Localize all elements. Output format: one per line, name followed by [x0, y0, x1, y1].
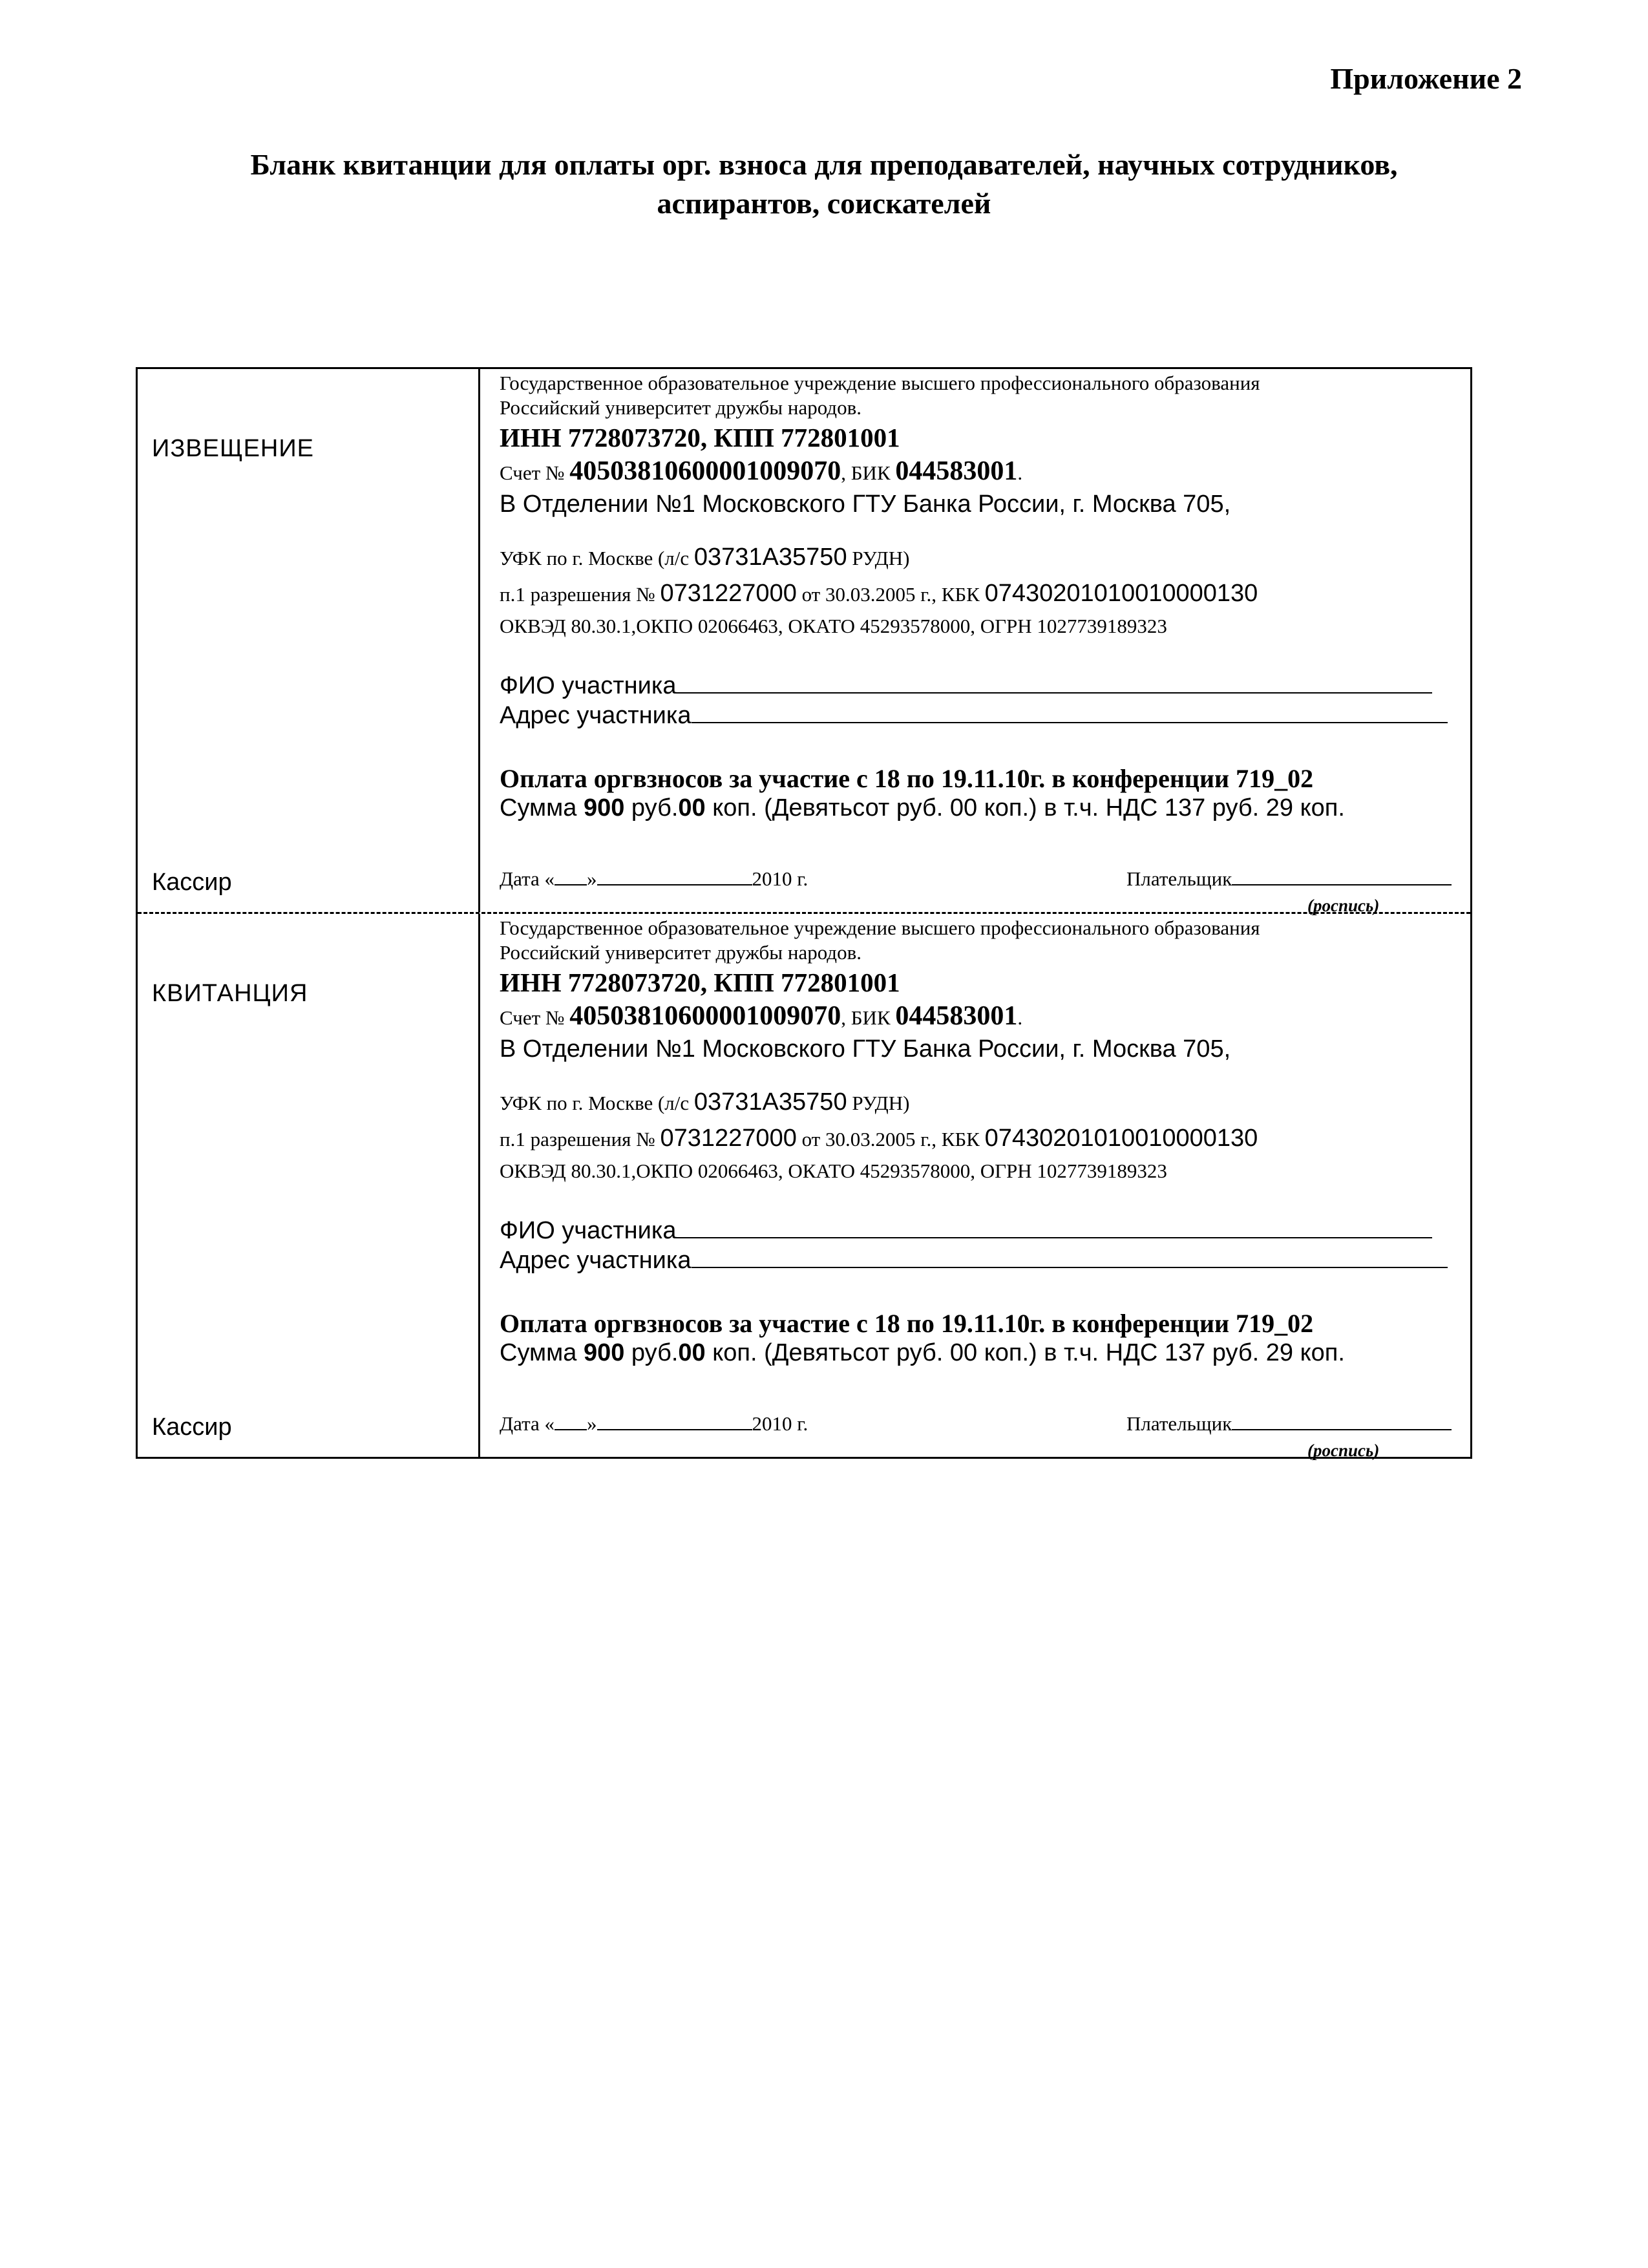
- ufk-end: РУДН): [847, 547, 910, 569]
- receipt-section: [138, 912, 1470, 1460]
- permit-number: 0731227000: [660, 580, 797, 607]
- account-label: Счет №: [500, 461, 570, 484]
- permit-number: 0731227000: [660, 1125, 797, 1152]
- cashier-label: Кассир: [152, 869, 232, 896]
- kbk-number: 07430201010010000130: [984, 580, 1258, 607]
- sum-kop: 00: [678, 794, 706, 821]
- address-label: Адрес участника: [500, 1247, 692, 1274]
- bik-label: , БИК: [841, 1006, 896, 1029]
- sum-rub: 900: [583, 794, 625, 821]
- sum-label: Сумма: [500, 1339, 584, 1366]
- address-label: Адрес участника: [500, 702, 692, 729]
- address-line: [500, 697, 1448, 730]
- org-line-2: Российский университет дружбы народов.: [500, 941, 861, 964]
- payer-label: Плательщик: [1126, 867, 1232, 890]
- section-title: КВИТАНЦИЯ: [152, 980, 308, 1007]
- ufk-line: [500, 544, 909, 571]
- date-month-field[interactable]: [597, 1409, 752, 1430]
- payer-signature-field[interactable]: [1232, 1409, 1452, 1430]
- sum-rub-label: руб.: [624, 794, 679, 821]
- receipt-left-column: [138, 914, 480, 1457]
- ufk-account: 03731А35750: [693, 1088, 847, 1116]
- org-line-2: Российский университет дружбы народов.: [500, 396, 861, 419]
- date-quote: »: [587, 1412, 597, 1435]
- notice-section: [138, 369, 1470, 915]
- title-line-1: Бланк квитанции для оплаты орг. взноса для преподавателей, научных сотрудников,: [250, 148, 1398, 181]
- inn-kpp: ИНН 7728073720, КПП 772801001: [500, 423, 900, 452]
- sum-rest: коп. (Девятьсот руб. 00 коп.) в т.ч. НДС 137 руб. 29 коп.: [705, 794, 1345, 821]
- ufk-label: УФК по г. Москве (л/с: [500, 547, 694, 569]
- account-label: Счет №: [500, 1006, 570, 1029]
- inn-kpp: ИНН 7728073720, КПП 772801001: [500, 968, 900, 997]
- date-quote: »: [587, 867, 597, 890]
- ufk-end: РУДН): [847, 1092, 910, 1114]
- fio-label: ФИО участника: [500, 672, 677, 699]
- permit-label: п.1 разрешения №: [500, 583, 660, 606]
- bik-end: .: [1017, 461, 1023, 484]
- permit-label: п.1 разрешения №: [500, 1128, 660, 1150]
- signature-caption: (роспись): [1307, 896, 1380, 915]
- date-year: 2010 г.: [752, 1412, 808, 1435]
- payer-line: [1126, 1409, 1452, 1436]
- account-number: 40503810600001009070: [569, 1001, 841, 1031]
- bik-number: 044583001: [895, 1001, 1018, 1031]
- date-month-field[interactable]: [597, 864, 752, 885]
- sum-line: [500, 1339, 1345, 1367]
- kbk-number: 07430201010010000130: [984, 1125, 1258, 1152]
- fio-field[interactable]: [676, 1213, 1432, 1238]
- date-label: Дата «: [500, 1412, 555, 1435]
- permit-date: от 30.03.2005 г., КБК: [796, 583, 985, 606]
- bik-end: .: [1017, 1006, 1023, 1029]
- title-line-2: аспирантов, соискателей: [657, 187, 991, 220]
- fio-line: [500, 1213, 1432, 1245]
- sum-rub-label: руб.: [624, 1339, 679, 1366]
- notice-left-column: [138, 369, 480, 912]
- payment-purpose: Оплата оргвзносов за участие с 18 по 19.11.10г. в конференции 719_02: [500, 764, 1314, 793]
- payer-line: [1126, 864, 1452, 891]
- date-line: [500, 864, 808, 891]
- address-field[interactable]: [692, 697, 1448, 723]
- codes-line: ОКВЭД 80.30.1,ОКПО 02066463, ОКАТО 45293578000, ОГРН 1027739189323: [500, 1160, 1167, 1182]
- payment-purpose: Оплата оргвзносов за участие с 18 по 19.11.10г. в конференции 719_02: [500, 1309, 1314, 1338]
- fio-line: [500, 668, 1432, 700]
- document-title: [129, 145, 1519, 223]
- fio-label: ФИО участника: [500, 1217, 677, 1244]
- sum-kop: 00: [678, 1339, 706, 1366]
- signature-caption: (роспись): [1307, 1441, 1380, 1460]
- address-field[interactable]: [692, 1242, 1448, 1268]
- section-title: ИЗВЕЩЕНИЕ: [152, 435, 315, 462]
- sum-rest: коп. (Девятьсот руб. 00 коп.) в т.ч. НДС 137 руб. 29 коп.: [705, 1339, 1345, 1366]
- payer-signature-field[interactable]: [1232, 864, 1452, 885]
- sum-rub: 900: [583, 1339, 625, 1366]
- bik-label: , БИК: [841, 461, 896, 484]
- codes-line: ОКВЭД 80.30.1,ОКПО 02066463, ОКАТО 45293578000, ОГРН 1027739189323: [500, 615, 1167, 637]
- permit-line: [500, 580, 1258, 608]
- permit-line: [500, 1125, 1258, 1152]
- bank-line: В Отделении №1 Московского ГТУ Банка России, г. Москва 705,: [500, 1035, 1231, 1063]
- org-line-1: Государственное образовательное учреждение высшего профессионального образования: [500, 372, 1260, 394]
- ufk-line: [500, 1088, 909, 1116]
- account-number: 40503810600001009070: [569, 456, 841, 486]
- ufk-label: УФК по г. Москве (л/с: [500, 1092, 694, 1114]
- sum-label: Сумма: [500, 794, 584, 821]
- sum-line: [500, 794, 1345, 822]
- fio-field[interactable]: [676, 668, 1432, 694]
- date-label: Дата «: [500, 867, 555, 890]
- ufk-account: 03731А35750: [693, 544, 847, 571]
- org-line-1: Государственное образовательное учреждение высшего профессионального образования: [500, 917, 1260, 939]
- account-line: [500, 456, 1022, 487]
- notice-details: [480, 369, 1470, 915]
- payer-label: Плательщик: [1126, 1412, 1232, 1435]
- bik-number: 044583001: [895, 456, 1018, 486]
- bank-line: В Отделении №1 Московского ГТУ Банка России, г. Москва 705,: [500, 491, 1231, 518]
- payment-form: [136, 367, 1472, 1459]
- address-line: [500, 1242, 1448, 1275]
- appendix-label: Приложение 2: [1330, 62, 1522, 95]
- receipt-details: [480, 914, 1470, 1460]
- date-day-field[interactable]: [555, 1409, 587, 1430]
- date-day-field[interactable]: [555, 864, 587, 885]
- date-year: 2010 г.: [752, 867, 808, 890]
- permit-date: от 30.03.2005 г., КБК: [796, 1128, 985, 1150]
- date-line: [500, 1409, 808, 1436]
- account-line: [500, 1001, 1022, 1032]
- cashier-label: Кассир: [152, 1414, 232, 1441]
